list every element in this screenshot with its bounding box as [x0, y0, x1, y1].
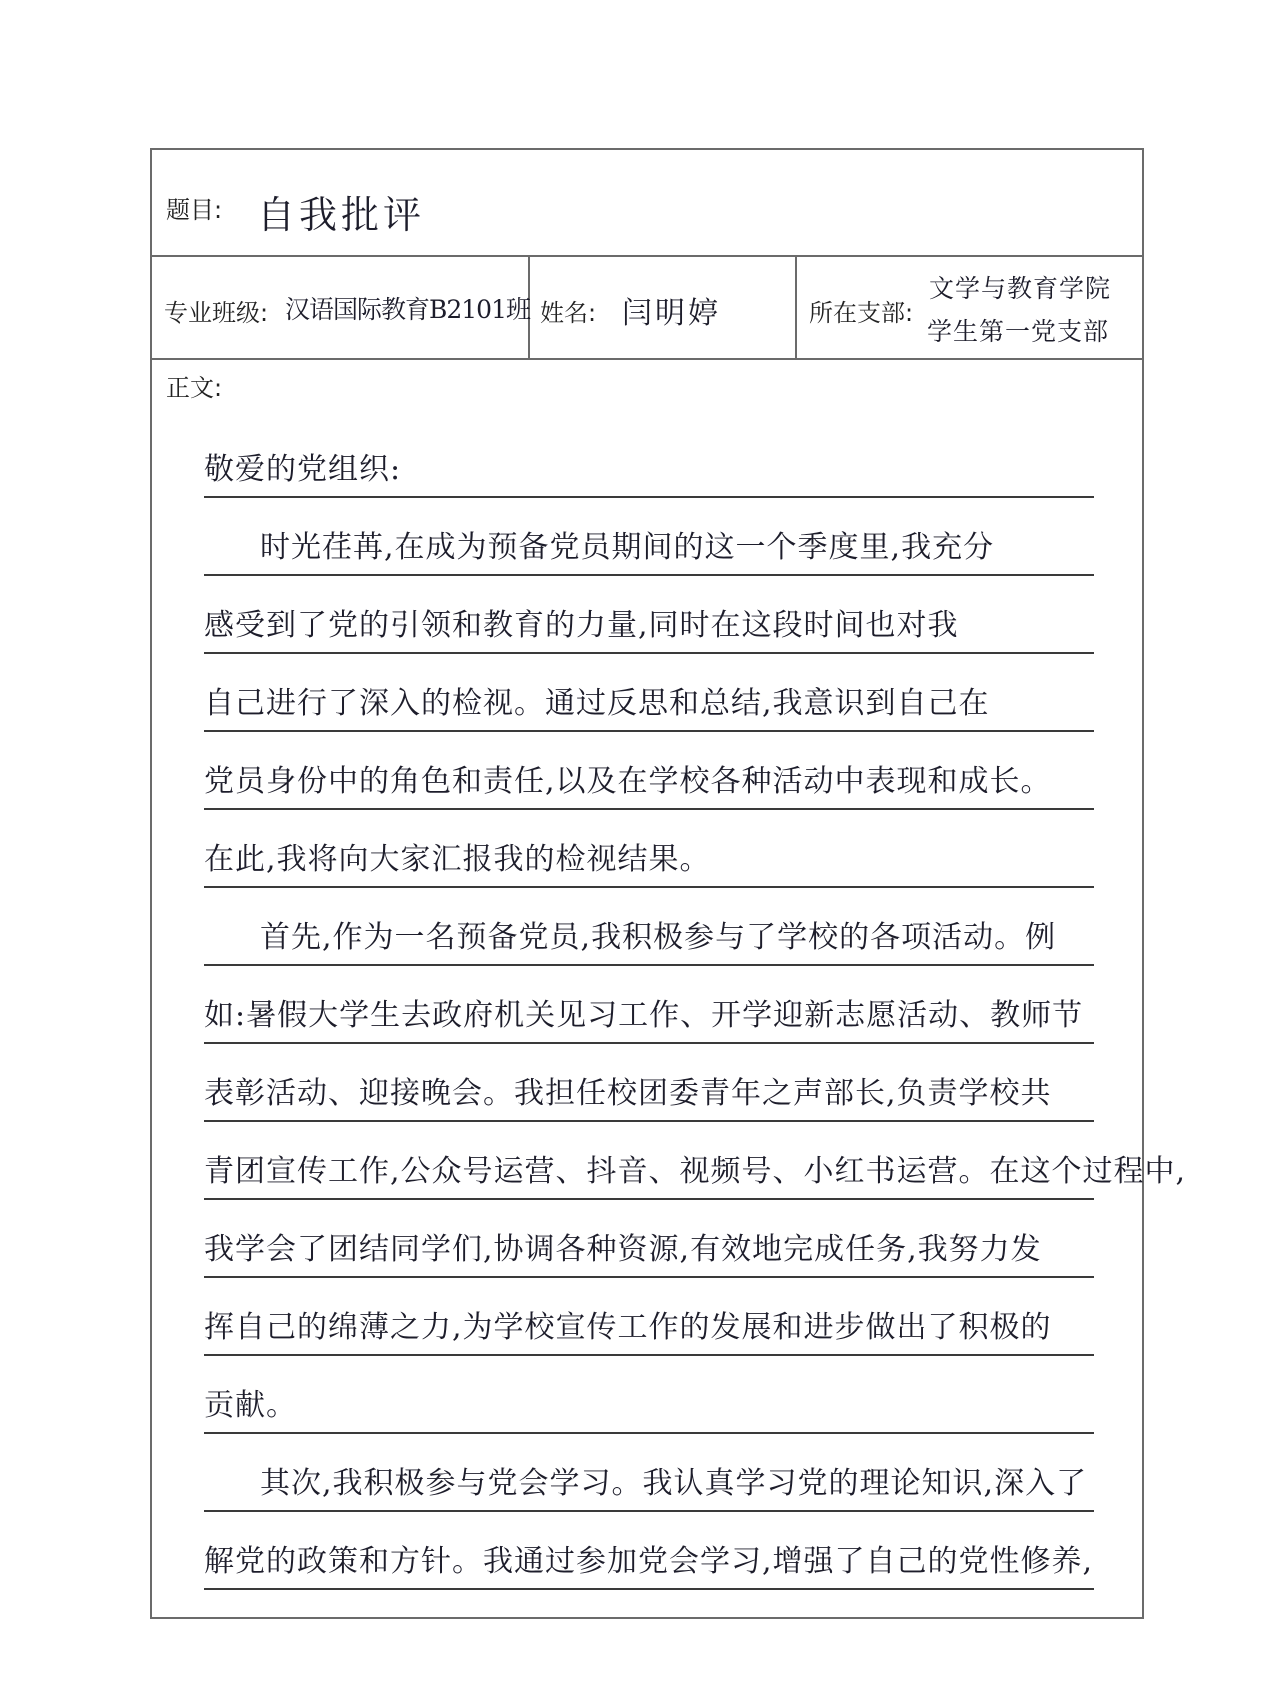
line-text: 敬爱的党组织:: [204, 452, 402, 487]
line-text: 我学会了团结同学们,协调各种资源,有效地完成任务,我努力发: [204, 1232, 1042, 1267]
letter-body: [204, 420, 1187, 1590]
body-label: 正文:: [166, 374, 223, 402]
letter-line: [204, 966, 1094, 1044]
major-cell: [152, 257, 530, 358]
title-row: [152, 150, 1142, 257]
name-value: 闫明婷: [622, 296, 721, 331]
letter-line: [204, 654, 1094, 732]
line-text: 在此,我将向大家汇报我的检视结果。: [204, 842, 711, 877]
letter-line: [204, 810, 1094, 888]
letter-line: [204, 1512, 1094, 1590]
line-text: 感受到了党的引领和教育的力量,同时在这段时间也对我: [204, 608, 959, 643]
branch-value-line2: 学生第一党支部: [927, 317, 1110, 346]
name-cell: [530, 257, 797, 358]
letter-line: [204, 888, 1094, 966]
report-form: [150, 148, 1187, 1619]
branch-cell: [797, 257, 1144, 358]
branch-label: 所在支部:: [809, 299, 914, 327]
info-row: [152, 257, 1142, 360]
title-label: 题目:: [166, 196, 223, 224]
line-text: 党员身份中的角色和责任,以及在学校各种活动中表现和成长。: [204, 764, 1052, 799]
line-text: 解党的政策和方针。我通过参加党会学习,增强了自己的党性修养,: [204, 1544, 1094, 1579]
branch-value-line1: 文学与教育学院: [929, 274, 1112, 303]
line-text: 表彰活动、迎接晚会。我担任校团委青年之声部长,负责学校共: [204, 1076, 1052, 1111]
name-label: 姓名:: [540, 299, 597, 327]
line-text: 贡献。: [204, 1388, 297, 1423]
letter-line: [204, 1356, 1094, 1434]
title-value: 自我批评: [257, 193, 426, 237]
letter-line: [204, 498, 1094, 576]
line-text: 青团宣传工作,公众号运营、抖音、视频号、小红书运营。在这个过程中,: [204, 1154, 1187, 1189]
letter-line: [204, 1434, 1094, 1512]
line-text: 挥自己的绵薄之力,为学校宣传工作的发展和进步做出了积极的: [204, 1310, 1052, 1345]
line-text: 如:暑假大学生去政府机关见习工作、开学迎新志愿活动、教师节: [204, 998, 1084, 1033]
major-value: 汉语国际教育B2101班: [285, 295, 530, 324]
letter-line: [204, 732, 1094, 810]
line-text: 自己进行了深入的检视。通过反思和总结,我意识到自己在: [204, 686, 990, 721]
letter-line: [204, 1278, 1094, 1356]
letter-line: [204, 1122, 1187, 1200]
letter-line: [204, 1200, 1094, 1278]
major-label: 专业班级:: [164, 299, 269, 327]
line-text: 首先,作为一名预备党员,我积极参与了学校的各项活动。例: [260, 920, 1057, 955]
line-text: 时光荏苒,在成为预备党员期间的这一个季度里,我充分: [260, 530, 995, 565]
line-text: 其次,我积极参与党会学习。我认真学习党的理论知识,深入了: [260, 1466, 1088, 1501]
letter-line: [204, 1044, 1094, 1122]
letter-line-salutation: [204, 420, 1094, 498]
letter-line: [204, 576, 1094, 654]
